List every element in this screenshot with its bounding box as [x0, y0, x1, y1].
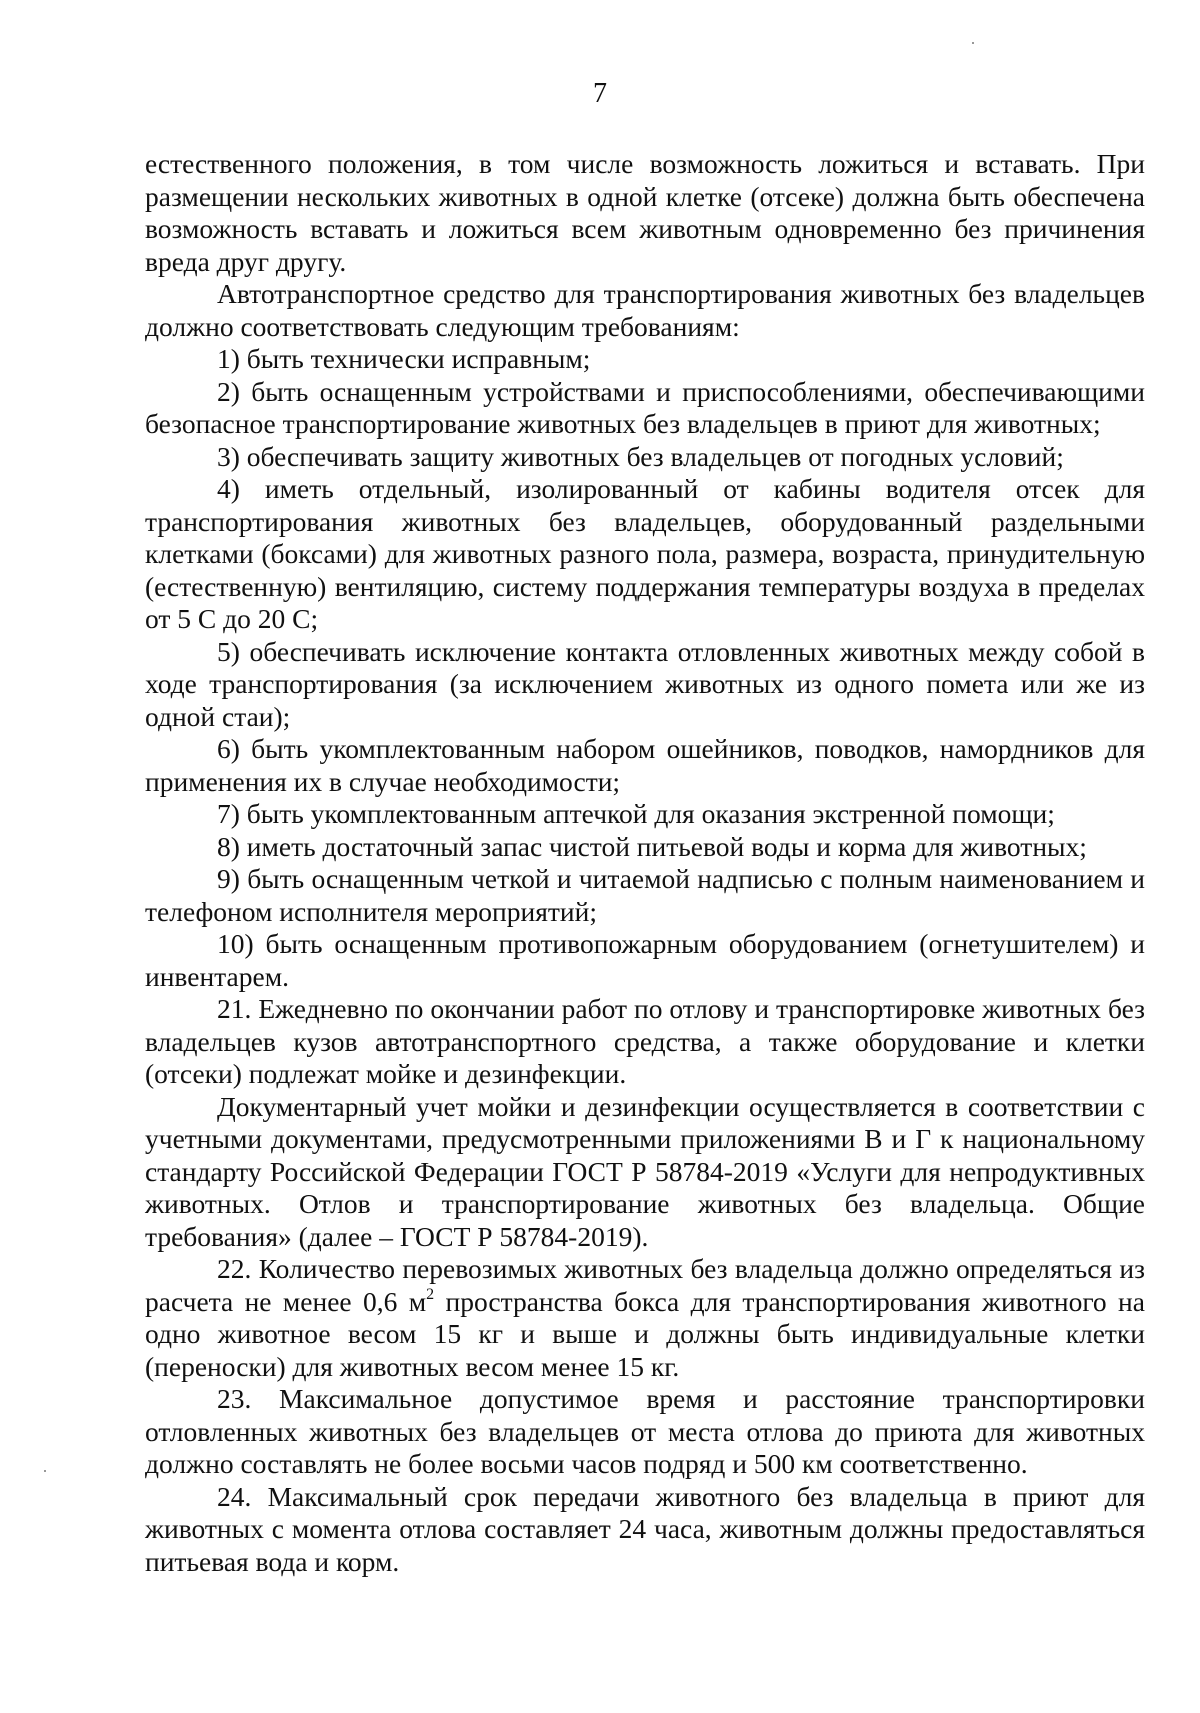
requirement-item-2: 2) быть оснащенным устройствами и приспособлениями, обеспечивающими безопасное транспортирование животных без владельцев в приют для животных;: [145, 375, 1145, 439]
paragraph-continuation: естественного положения, в том числе возможность ложиться и вставать. При размещении нескольких животных в одной клетке (отсеке) должна быть обеспечена возможность вставать и ложиться всем животным одновременно без причинения вреда друг другу.: [145, 148, 1145, 277]
paragraph-21: 21. Ежедневно по окончании работ по отлову и транспортировке животных без владельцев кузов автотранспортного средства, а также оборудование и клетки (отсеки) подлежат мойке и дезинфекции.: [145, 993, 1145, 1089]
requirement-item-3: 3) обеспечивать защиту животных без владельцев от погодных условий;: [217, 440, 1064, 472]
paragraph-vehicle-requirements: Автотранспортное средство для транспортирования животных без владельцев должно соответствовать следующим требованиям:: [145, 278, 1145, 342]
requirement-item-4: 4) иметь отдельный, изолированный от кабины водителя отсек для транспортирования животных без владельцев, оборудованный раздельными клетками (боксами) для животных разного пола, размера, возраста, принудительную (естественную) вентиляцию, систему поддержания температуры воздуха в пределах от 5 С до 20 С;: [145, 473, 1145, 634]
paragraph-21-documentation: Документарный учет мойки и дезинфекции осуществляется в соответствии с учетными документами, предусмотренными приложениями В и Г к национальному стандарту Российской Федерации ГОСТ Р 58784-2019 «Услуги для непродуктивных животных. Отлов и транспортирование животных без владельца. Общие требования» (далее – ГОСТ Р 58784-2019).: [145, 1090, 1145, 1252]
paragraph-22-text-start: 22. Количество перевозимых животных без владельца должно определяться из расчета не менее 0,6 м: [145, 1253, 1145, 1317]
requirement-item-1: 1) быть технически исправным;: [217, 343, 591, 374]
requirement-item-8: 8) иметь достаточный запас чистой питьевой воды и корма для животных;: [217, 830, 1087, 862]
requirement-item-7: 7) быть укомплектованным аптечкой для оказания экстренной помощи;: [217, 798, 1055, 829]
requirement-item-5: 5) обеспечивать исключение контакта отловленных животных между собой в ходе транспортирования (за исключением животных из одного помета или же из одной стаи);: [145, 635, 1145, 732]
requirement-item-10: 10) быть оснащенным противопожарным оборудованием (огнетушителем) и инвентарем.: [145, 928, 1145, 992]
paragraph-22-text-end: пространства бокса для транспортирования животного на одно животное весом 15 кг и выше и должны быть индивидуальные клетки (переноски) для животных весом менее 15 кг.: [145, 1285, 1145, 1382]
superscript-square: 2: [426, 1285, 435, 1303]
paragraph-22: [145, 1253, 1145, 1383]
paragraph-24: 24. Максимальный срок передачи животного без владельца в приют для животных с момента отлова составляет 24 часа, животным должны предоставляться питьевая вода и корм.: [145, 1480, 1145, 1577]
requirement-item-9: 9) быть оснащенным четкой и читаемой надписью с полным наименованием и телефоном исполнителя мероприятий;: [145, 863, 1145, 927]
requirement-item-6: 6) быть укомплектованным набором ошейников, поводков, намордников для применения их в случае необходимости;: [145, 733, 1145, 797]
document-body: [145, 148, 1145, 1578]
page-number: 7: [593, 78, 607, 109]
paragraph-23: 23. Максимальное допустимое время и расстояние транспортировки отловленных животных без владельцев от места отлова до приюта для животных должно составлять не более восьми часов подряд и 500 км соответственно.: [145, 1383, 1145, 1479]
scan-speck: [44, 1470, 46, 1472]
scan-speck: [972, 42, 974, 44]
